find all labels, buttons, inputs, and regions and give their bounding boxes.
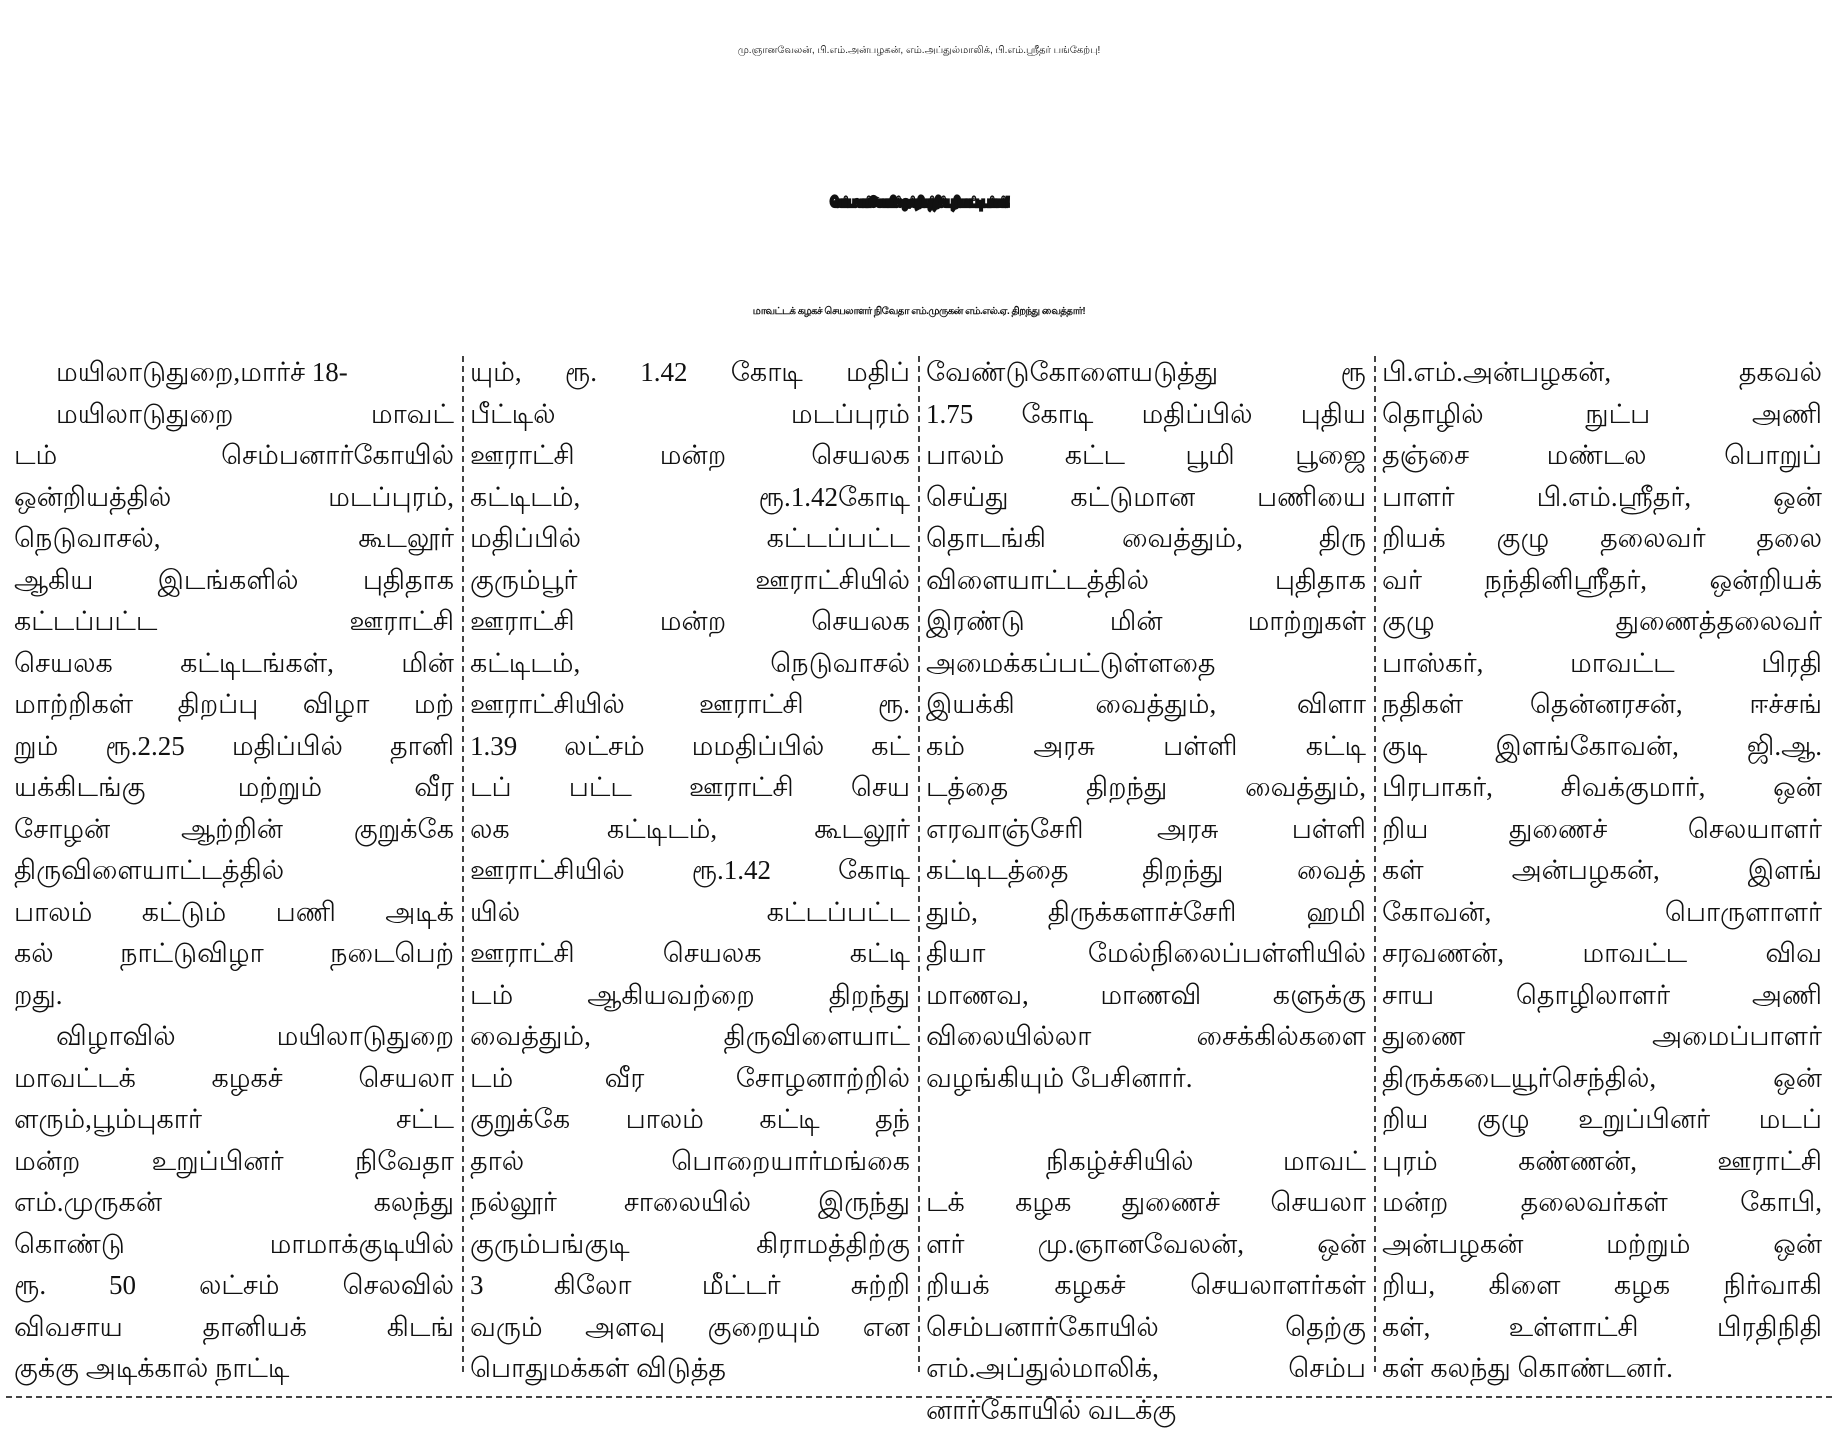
article-text-line: வைத்தும், திருவிளையாட் [470, 1016, 910, 1058]
article-text-line: குக்கு அடிக்கால் நாட்டி [14, 1348, 454, 1390]
article-text-line: நதிகள் தென்னரசன், ஈச்சங் [1382, 684, 1822, 726]
headline: செம்பனார்கோயில் ஒன்றியத்தில் புதிய கட்டிடங்கள்! [0, 106, 1838, 301]
article-text-line: தியா மேல்நிலைப்பள்ளியில் [926, 933, 1366, 975]
bottom-divider [6, 1396, 1832, 1398]
article-column-1 [6, 352, 462, 1372]
article-text-line: டம் வீர சோழனாற்றில் [470, 1058, 910, 1100]
article-text-line: றும் ரூ.2.25 மதிப்பில் தானி [14, 726, 454, 768]
article-text-line: பாஸ்கர், மாவட்ட பிரதி [1382, 643, 1822, 685]
article-text-line: வரும் அளவு குறையும் என [470, 1307, 910, 1349]
article-text-line: றது. [14, 975, 454, 1017]
article-text-line: ஒன்றியத்தில் மடப்புரம், [14, 477, 454, 519]
article-text-line: மாவட்டக் கழகச் செயலா [14, 1058, 454, 1100]
article-text-line: லக கட்டிடம், கூடலூர் [470, 809, 910, 851]
article-text-line: இயக்கி வைத்தும், விளா [926, 684, 1366, 726]
article-text-line: செம்பனார்கோயில் தெற்கு [926, 1307, 1366, 1349]
article-text-line: சோழன் ஆற்றின் குறுக்கே [14, 809, 454, 851]
article-text-line: தொழில் நுட்ப அணி [1382, 394, 1822, 436]
article-text-line: றிய துணைச் செலயாளர் [1382, 809, 1822, 851]
article-text-line: டம் செம்பனார்கோயில் [14, 435, 454, 477]
article-text-line: அமைக்கப்பட்டுள்ளதை [926, 643, 1366, 685]
article-text-line: திருவிளையாட்டத்தில் [14, 850, 454, 892]
article-text-line: யில் கட்டப்பட்ட [470, 892, 910, 934]
article-text-line: கொண்டு மாமாக்குடியில் [14, 1224, 454, 1266]
article-text-line: கட்டப்பட்ட ஊராட்சி [14, 601, 454, 643]
article-text-line: குழு துணைத்தலைவர் [1382, 601, 1822, 643]
article-text-line: ஊராட்சி மன்ற செயலக [470, 601, 910, 643]
article-text-line: கள், உள்ளாட்சி பிரதிநிதி [1382, 1307, 1822, 1349]
article-text-line: மன்ற உறுப்பினர் நிவேதா [14, 1141, 454, 1183]
article-text-line: பீட்டில் மடப்புரம் [470, 394, 910, 436]
article-text-line: சரவணன், மாவட்ட விவ [1382, 933, 1822, 975]
article-text-line: கள் கலந்து கொண்டனர். [1382, 1348, 1822, 1390]
article-text-line: பாலம் கட்ட பூமி பூஜை [926, 435, 1366, 477]
article-text-line: 1.75 கோடி மதிப்பில் புதிய [926, 394, 1366, 436]
article-text-line: மயிலாடுதுறை மாவட் [14, 394, 454, 436]
subheadline: மாவட்டக் கழகச் செயலாளர் நிவேதா எம்.முருகன் எம்.எல்.ஏ. திறந்து வைத்தார்! [0, 276, 1838, 348]
article-text-line: கள் அன்பழகன், இளங் [1382, 850, 1822, 892]
article-text-line: கோவன், பொருளாளர் [1382, 892, 1822, 934]
article-text-line: துணை அமைப்பாளர் [1382, 1016, 1822, 1058]
article-text-line: இரண்டு மின் மாற்றுகள் [926, 601, 1366, 643]
article-text-line: றியக் குழு தலைவர் தலை [1382, 518, 1822, 560]
article-text-line: சாய தொழிலாளர் அணி [1382, 975, 1822, 1017]
article-text-line: டத்தை திறந்து வைத்தும், [926, 767, 1366, 809]
article-text-line: புரம் கண்ணன், ஊராட்சி [1382, 1141, 1822, 1183]
article-text-line: எம்.அப்துல்மாலிக், செம்ப [926, 1348, 1366, 1390]
article-text-line: ஊராட்சி மன்ற செயலக [470, 435, 910, 477]
article-text-line: வழங்கியும் பேசினார். [926, 1058, 1366, 1100]
article-text-line: எம்.முருகன் கலந்து [14, 1182, 454, 1224]
article-text-line: தால் பொறையார்மங்கை [470, 1141, 910, 1183]
article-text-line: பிரபாகர், சிவக்குமார், ஒன் [1382, 767, 1822, 809]
article-text-line: மாணவ, மாணவி களுக்கு [926, 975, 1366, 1017]
article-column-4 [1374, 352, 1830, 1372]
article-text-line: றிய, கிளை கழக நிர்வாகி [1382, 1265, 1822, 1307]
article-text-line: குறுக்கே பாலம் கட்டி தந் [470, 1099, 910, 1141]
article-text-line: அன்பழகன் மற்றும் ஒன் [1382, 1224, 1822, 1266]
article-text-line: ரூ. 50 லட்சம் செலவில் [14, 1265, 454, 1307]
article-text-line: செய்து கட்டுமான பணியை [926, 477, 1366, 519]
article-text-line: கட்டிடம், ரூ.1.42கோடி [470, 477, 910, 519]
article-text-line: கம் அரசு பள்ளி கட்டி [926, 726, 1366, 768]
article-text-line: ஊராட்சியில் ஊராட்சி ரூ. [470, 684, 910, 726]
article-columns [6, 352, 1832, 1372]
article-text-line: டப் பட்ட ஊராட்சி செய [470, 767, 910, 809]
article-text-line: றியக் கழகச் செயலாளர்கள் [926, 1265, 1366, 1307]
article-text-line: யக்கிடங்கு மற்றும் வீர [14, 767, 454, 809]
article-text-line: ளர் மு.ஞானவேலன், ஒன் [926, 1224, 1366, 1266]
article-text-line: நெடுவாசல், கூடலூர் [14, 518, 454, 560]
article-text-line: றிய குழு உறுப்பினர் மடப் [1382, 1099, 1822, 1141]
article-text-line: டம் ஆகியவற்றை திறந்து [470, 975, 910, 1017]
article-text-line: மதிப்பில் கட்டப்பட்ட [470, 518, 910, 560]
article-text-line: பொதுமக்கள் விடுத்த [470, 1348, 910, 1390]
article-text-line: 1.39 லட்சம் மமதிப்பில் கட் [470, 726, 910, 768]
article-text-line: வர் நந்தினிஸ்ரீதர், ஒன்றியக் [1382, 560, 1822, 602]
article-text-line: பி.எம்.அன்பழகன், தகவல் [1382, 352, 1822, 394]
article-text-line: கட்டிடம், நெடுவாசல் [470, 643, 910, 685]
article-column-2 [462, 352, 918, 1372]
article-text-line: விலையில்லா சைக்கில்களை [926, 1016, 1366, 1058]
article-text-line: ஊராட்சி செயலக கட்டி [470, 933, 910, 975]
article-text-line: ஆகிய இடங்களில் புதிதாக [14, 560, 454, 602]
article-text-line: கல் நாட்டுவிழா நடைபெற் [14, 933, 454, 975]
article-text-line: டக் கழக துணைச் செயலா [926, 1182, 1366, 1224]
article-text-line: 3 கிலோ மீட்டர் சுற்றி [470, 1265, 910, 1307]
article-text-line: கட்டிடத்தை திறந்து வைத் [926, 850, 1366, 892]
article-text-line: வேண்டுகோளையடுத்து ரூ [926, 352, 1366, 394]
article-text-line: செயலக கட்டிடங்கள், மின் [14, 643, 454, 685]
article-text-line: பாளர் பி.எம்.ஸ்ரீதர், ஒன் [1382, 477, 1822, 519]
article-text-line: மயிலாடுதுறை,மார்ச் 18- [14, 352, 454, 394]
article-text-line: திருக்கடையூர்செந்தில், ஒன் [1382, 1058, 1822, 1100]
article-text-line: மாற்றிகள் திறப்பு விழா மற் [14, 684, 454, 726]
article-text-line: விழாவில் மயிலாடுதுறை [14, 1016, 454, 1058]
article-text-line: குரும்பங்குடி கிராமத்திற்கு [470, 1224, 910, 1266]
article-text-line: தும், திருக்களாச்சேரி ஹமி [926, 892, 1366, 934]
article-text-line: குடி இளங்கோவன், ஜி.ஆ. [1382, 726, 1822, 768]
article-text-line: மன்ற தலைவர்கள் கோபி, [1382, 1182, 1822, 1224]
article-text-line: ஊராட்சியில் ரூ.1.42 கோடி [470, 850, 910, 892]
article-text-line: தஞ்சை மண்டல பொறுப் [1382, 435, 1822, 477]
article-column-3 [918, 352, 1374, 1372]
article-text-line: நிகழ்ச்சியில் மாவட் [926, 1141, 1366, 1183]
article-text-line: குரும்பூர் ஊராட்சியில் [470, 560, 910, 602]
kicker-line: மு.ஞானவேலன், பி.எம்.அன்பழகன், எம்.அப்துல்மாலிக், பி.எம்.ஸ்ரீதர் பங்கேற்பு! [0, 6, 1838, 96]
article-text-line: நல்லூர் சாலையில் இருந்து [470, 1182, 910, 1224]
article-text-line: னார்கோயில் வடக்கு [926, 1390, 1366, 1431]
article-text-line: தொடங்கி வைத்தும், திரு [926, 518, 1366, 560]
article-text-line: யும், ரூ. 1.42 கோடி மதிப் [470, 352, 910, 394]
article-text-line: ளரும்,பூம்புகார் சட்ட [14, 1099, 454, 1141]
article-text-line: பாலம் கட்டும் பணி அடிக் [14, 892, 454, 934]
article-text-line: எரவாஞ்சேரி அரசு பள்ளி [926, 809, 1366, 851]
article-text-line: விளையாட்டத்தில் புதிதாக [926, 560, 1366, 602]
article-text-line: விவசாய தானியக் கிடங் [14, 1307, 454, 1349]
article-text-line [926, 1099, 1366, 1141]
